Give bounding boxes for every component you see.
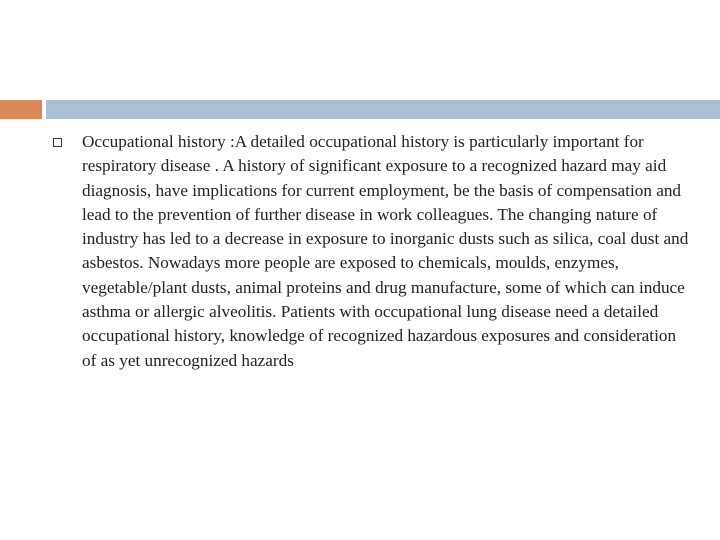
hollow-square-bullet-icon (53, 138, 62, 147)
paragraph-text: Occupational history :A detailed occupational history is particularly important for respiratory disease . A history of significant exposure to a recognized hazard may aid diagnosis, have implications for current employment, be the basis of compensation and lead to the prevention of further disease in work colleagues. The changing nature of industry has led to a decrease in exposure to inorganic dusts such as silica, coal dust and asbestos. Nowadays more people are exposed to chemicals, moulds, enzymes, vegetable/plant dusts, animal proteins and drug manufacture, some of which can induce asthma or allergic alveolitis. Patients with occupational lung disease need a detailed occupational history, knowledge of recognized hazardous exposures and consideration of as yet unrecognized hazards (82, 132, 689, 370)
header-accent-bar-left (0, 100, 42, 119)
bullet-paragraph (82, 130, 692, 373)
header-accent-bar-right (46, 100, 720, 119)
